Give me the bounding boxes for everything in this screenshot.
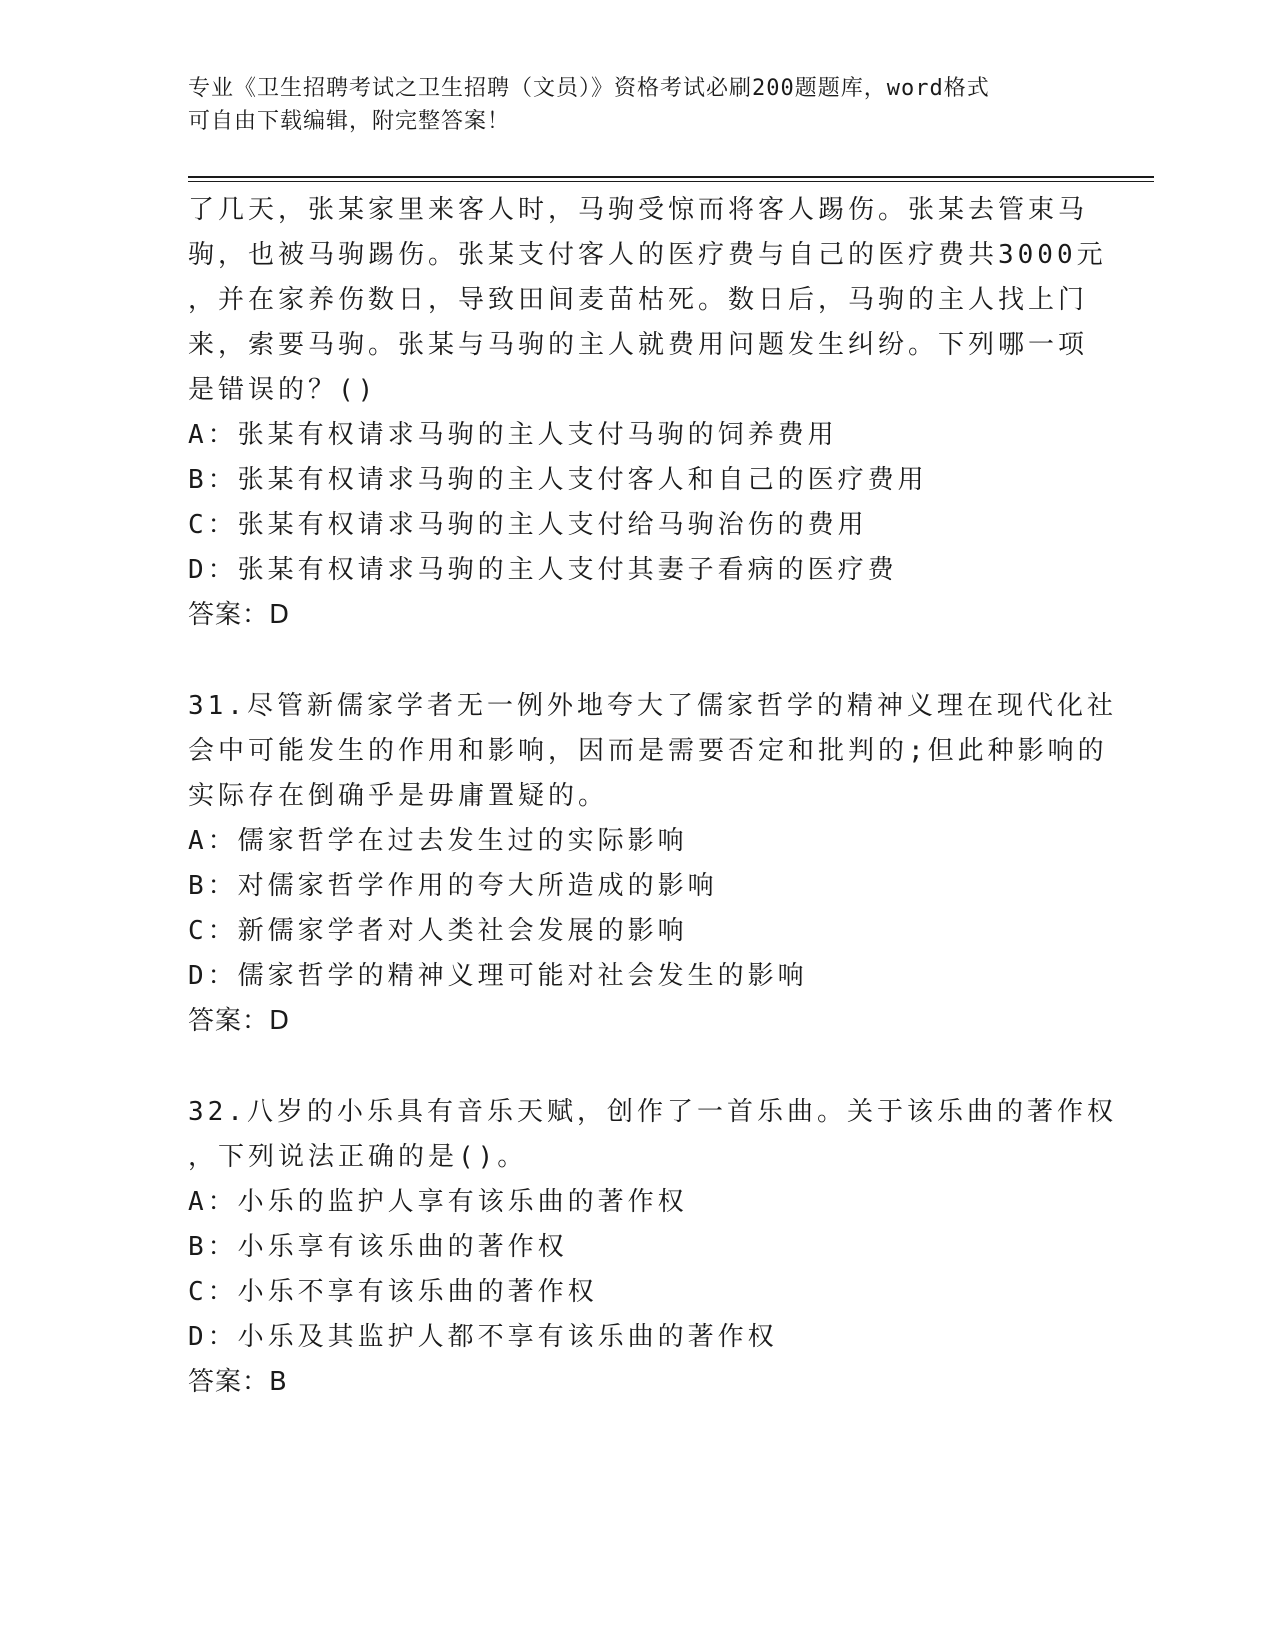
question-list (188, 188, 1117, 1405)
question-30 (188, 188, 1107, 638)
page-header (188, 72, 1078, 138)
option-c: C：张某有权请求马驹的主人支付给马驹治伤的费用 (188, 510, 868, 540)
header-line-2: 可自由下载编辑，附完整答案！ (188, 109, 511, 134)
question-stem-line: 实际存在倒确乎是毋庸置疑的。 (188, 781, 609, 811)
option-d: D：小乐及其监护人都不享有该乐曲的著作权 (188, 1322, 778, 1352)
option-a: A：儒家哲学在过去发生过的实际影响 (188, 826, 688, 856)
question-stem-line: ，并在家养伤数日，导致田间麦苗枯死。数日后，马驹的主人找上门 (188, 285, 1089, 315)
answer-line: 答案：D (188, 1006, 291, 1036)
option-d: D：儒家哲学的精神义理可能对社会发生的影响 (188, 961, 808, 991)
option-a: A：张某有权请求马驹的主人支付马驹的饲养费用 (188, 420, 838, 450)
question-stem-line: 31.尽管新儒家学者无一例外地夸大了儒家哲学的精神义理在现代化社 (188, 691, 1117, 721)
option-a: A：小乐的监护人享有该乐曲的著作权 (188, 1187, 688, 1217)
option-c: C：新儒家学者对人类社会发展的影响 (188, 916, 688, 946)
question-stem-line: ，下列说法正确的是()。 (188, 1142, 528, 1172)
question-stem-line: 驹，也被马驹踢伤。张某支付客人的医疗费与自己的医疗费共3000元 (188, 240, 1107, 270)
header-divider (188, 176, 1154, 182)
question-stem-line: 来，索要马驹。张某与马驹的主人就费用问题发生纠纷。下列哪一项 (188, 330, 1089, 360)
option-b: B：对儒家哲学作用的夸大所造成的影响 (188, 871, 718, 901)
option-d: D：张某有权请求马驹的主人支付其妻子看病的医疗费 (188, 555, 898, 585)
question-stem-line: 是错误的？() (188, 375, 378, 405)
question-32 (188, 1090, 1117, 1405)
option-c: C：小乐不享有该乐曲的著作权 (188, 1277, 598, 1307)
answer-line: 答案：B (188, 1367, 288, 1397)
question-stem-line: 了几天，张某家里来客人时，马驹受惊而将客人踢伤。张某去管束马 (188, 195, 1089, 225)
answer-line: 答案：D (188, 600, 291, 630)
question-31 (188, 684, 1117, 1044)
question-stem-line: 会中可能发生的作用和影响，因而是需要否定和批判的;但此种影响的 (188, 736, 1108, 766)
question-stem-line: 32.八岁的小乐具有音乐天赋，创作了一首乐曲。关于该乐曲的著作权 (188, 1097, 1117, 1127)
header-line-1: 专业《卫生招聘考试之卫生招聘（文员）》资格考试必刷200题题库，word格式 (188, 76, 990, 101)
option-b: B：小乐享有该乐曲的著作权 (188, 1232, 568, 1262)
option-b: B：张某有权请求马驹的主人支付客人和自己的医疗费用 (188, 465, 928, 495)
